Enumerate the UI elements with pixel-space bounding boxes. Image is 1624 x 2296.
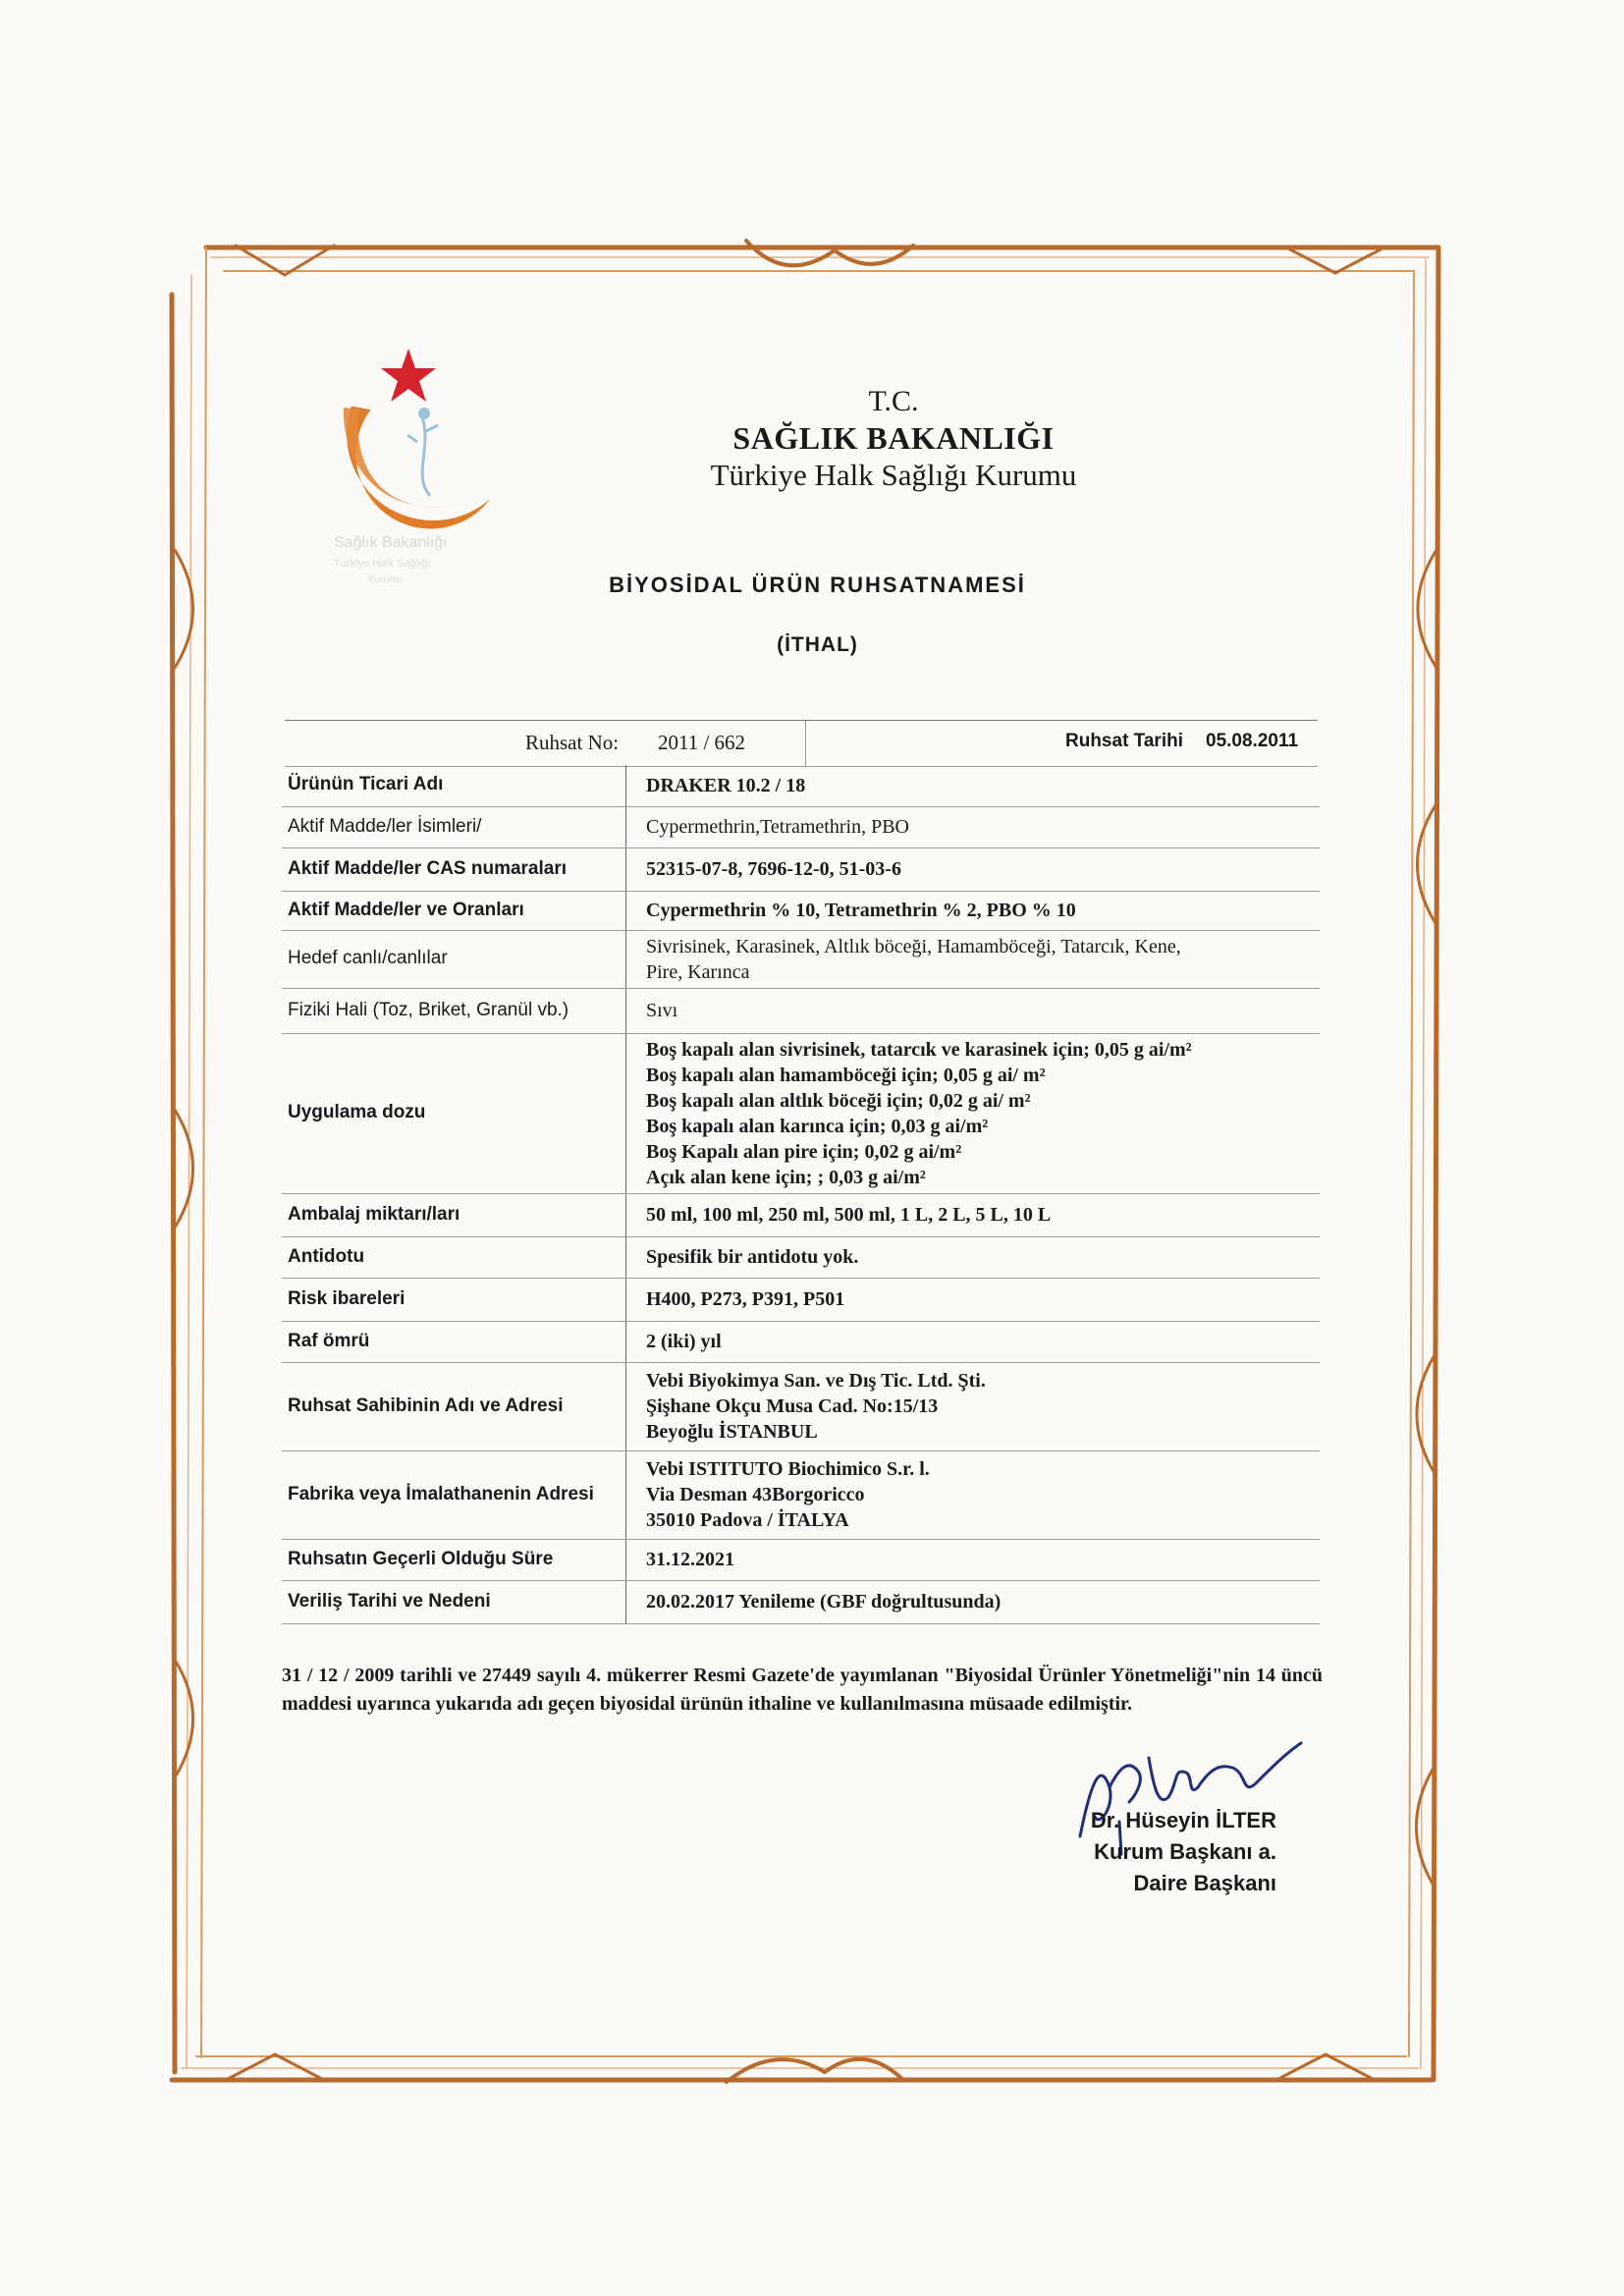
table-row (282, 988, 1320, 1033)
row-label: Uygulama dozu (282, 1033, 626, 1193)
logo-caption-3: Kurumu (368, 574, 404, 585)
row-value-line: Beyoğlu İSTANBUL (646, 1421, 818, 1443)
row-label: Veriliş Tarihi ve Nedeni (282, 1580, 626, 1623)
row-value-line: Boş Kapalı alan pire için; 0,02 g ai/m² (646, 1140, 962, 1163)
row-value-line: 50 ml, 100 ml, 250 ml, 500 ml, 1 L, 2 L, 5 L, 10 L (646, 1204, 1052, 1226)
row-value (626, 1450, 1321, 1539)
signatory-title-2: Daire Başkanı (1133, 1870, 1276, 1895)
document-title: BİYOSİDAL ÜRÜN RUHSATNAMESİ (609, 573, 1026, 597)
license-date-label: Ruhsat Tarihi (1065, 731, 1183, 751)
row-label: Aktif Madde/ler CAS numaraları (282, 847, 626, 891)
row-value (626, 806, 1321, 847)
table-row (282, 1278, 1320, 1321)
row-value (626, 1193, 1321, 1236)
row-label: Fabrika veya İmalathanenin Adresi (282, 1450, 626, 1539)
table-row (282, 847, 1320, 891)
row-label: Ruhsat Sahibinin Adı ve Adresi (282, 1362, 626, 1450)
row-value-line: 2 (iki) yıl (646, 1331, 722, 1352)
row-label: Antidotu (282, 1236, 626, 1278)
row-value-line: 31.12.2021 (646, 1549, 734, 1570)
table-row (282, 1321, 1320, 1362)
row-value (626, 1580, 1321, 1623)
header-tc: T.C. (868, 385, 919, 417)
row-value (626, 1033, 1321, 1193)
row-value-line: Cypermethrin,Tetramethrin, PBO (646, 816, 909, 838)
row-label: Hedef canlı/canlılar (282, 930, 626, 988)
table-row (282, 891, 1320, 930)
table-row (282, 1193, 1320, 1236)
license-details-table (282, 765, 1320, 1624)
row-value (626, 1278, 1321, 1321)
row-value (626, 1236, 1321, 1278)
row-label: Ambalaj miktarı/ları (282, 1193, 626, 1236)
table-row (282, 930, 1320, 988)
row-value-line: 52315-07-8, 7696-12-0, 51-03-6 (646, 858, 901, 880)
row-value (626, 1362, 1321, 1450)
row-value (626, 765, 1321, 806)
license-row (285, 720, 1318, 767)
row-value-line: Pire, Karınca (646, 960, 750, 983)
table-row (282, 1236, 1320, 1278)
row-label: Raf ömrü (282, 1321, 626, 1362)
row-value-line: Vebi ISTITUTO Biochimico S.r. l. (646, 1458, 930, 1480)
row-value-line: Sivrisinek, Karasinek, Altlık böceği, Hamamböceği, Tatarcık, Kene, (646, 935, 1181, 957)
row-value-line: Boş kapalı alan hamamböceği için; 0,05 g ai/ m² (646, 1064, 1046, 1086)
row-value-line: Cypermethrin % 10, Tetramethrin % 2, PBO % 10 (646, 900, 1076, 921)
row-value-line: Vebi Biyokimya San. ve Dış Tic. Ltd. Şti. (646, 1370, 986, 1392)
row-value (626, 930, 1321, 988)
license-date-value: 05.08.2011 (1206, 731, 1299, 751)
row-value-line: Şişhane Okçu Musa Cad. No:15/13 (646, 1395, 939, 1417)
row-label: Risk ibareleri (282, 1278, 626, 1321)
ministry-logo (314, 349, 540, 604)
row-label: Ruhsatın Geçerli Olduğu Süre (282, 1539, 626, 1580)
row-value (626, 891, 1321, 930)
row-value (626, 847, 1321, 891)
row-value (626, 1539, 1321, 1580)
table-row (282, 765, 1320, 806)
row-value-line: 35010 Padova / İTALYA (646, 1509, 849, 1531)
signatory-name: Dr. Hüseyin İLTER (1090, 1808, 1276, 1832)
logo-caption-1: Sağlık Bakanlığı (334, 534, 448, 551)
row-value-line: H400, P273, P391, P501 (646, 1288, 845, 1310)
row-label: Ürünün Ticari Adı (282, 765, 626, 806)
row-value-line: Boş kapalı alan altlık böceği için; 0,02 g ai/ m² (646, 1089, 1031, 1112)
row-value-line: DRAKER 10.2 / 18 (646, 774, 806, 796)
header-institute: Türkiye Halk Sağlığı Kurumu (710, 458, 1077, 492)
logo-caption-2: Türkiye Halk Sağlığı (334, 558, 431, 570)
signatory-title-1: Kurum Başkanı a. (1094, 1838, 1276, 1864)
table-row (282, 1450, 1320, 1539)
license-no-value: 2011 / 662 (658, 731, 746, 754)
row-label: Aktif Madde/ler İsimleri/ (282, 806, 626, 847)
row-value-line: Boş kapalı alan karınca için; 0,03 g ai/m² (646, 1115, 989, 1137)
row-value-line: Sıvı (646, 1000, 678, 1021)
row-label: Fiziki Hali (Toz, Briket, Granül vb.) (282, 988, 626, 1033)
document-subtitle: (İTHAL) (777, 633, 858, 656)
table-row (282, 1033, 1320, 1193)
signatory-block (982, 1805, 1276, 1899)
row-value-line: Boş kapalı alan sivrisinek, tatarcık ve karasinek için; 0,05 g ai/m² (646, 1038, 1192, 1061)
authorization-paragraph: 31 / 12 / 2009 tarihli ve 27449 sayılı 4. mükerrer Resmi Gazete'de yayımlanan "Biyosidal Ürünler Yönetmeliği"nin 14 üncü maddesi uyarınca yukarıda adı geçen biyosidal ürünün ithaline ve kullanılmasına müsaade edilmiştir. (282, 1665, 1323, 1715)
row-value (626, 988, 1321, 1033)
row-value-line: Açık alan kene için; ; 0,03 g ai/m² (646, 1166, 926, 1188)
row-value-line: Via Desman 43Borgoricco (646, 1484, 865, 1505)
star-icon (381, 349, 436, 402)
license-no-label: Ruhsat No: (525, 731, 620, 754)
table-row (282, 1580, 1320, 1623)
table-row (282, 1362, 1320, 1450)
row-label: Aktif Madde/ler ve Oranları (282, 891, 626, 930)
row-value-line: Spesifik bir antidotu yok. (646, 1246, 859, 1268)
row-value (626, 1321, 1321, 1362)
table-row (282, 806, 1320, 847)
row-value-line: 20.02.2017 Yenileme (GBF doğrultusunda) (646, 1591, 1001, 1613)
table-row (282, 1539, 1320, 1580)
header-ministry: SAĞLIK BAKANLIĞI (732, 420, 1055, 456)
